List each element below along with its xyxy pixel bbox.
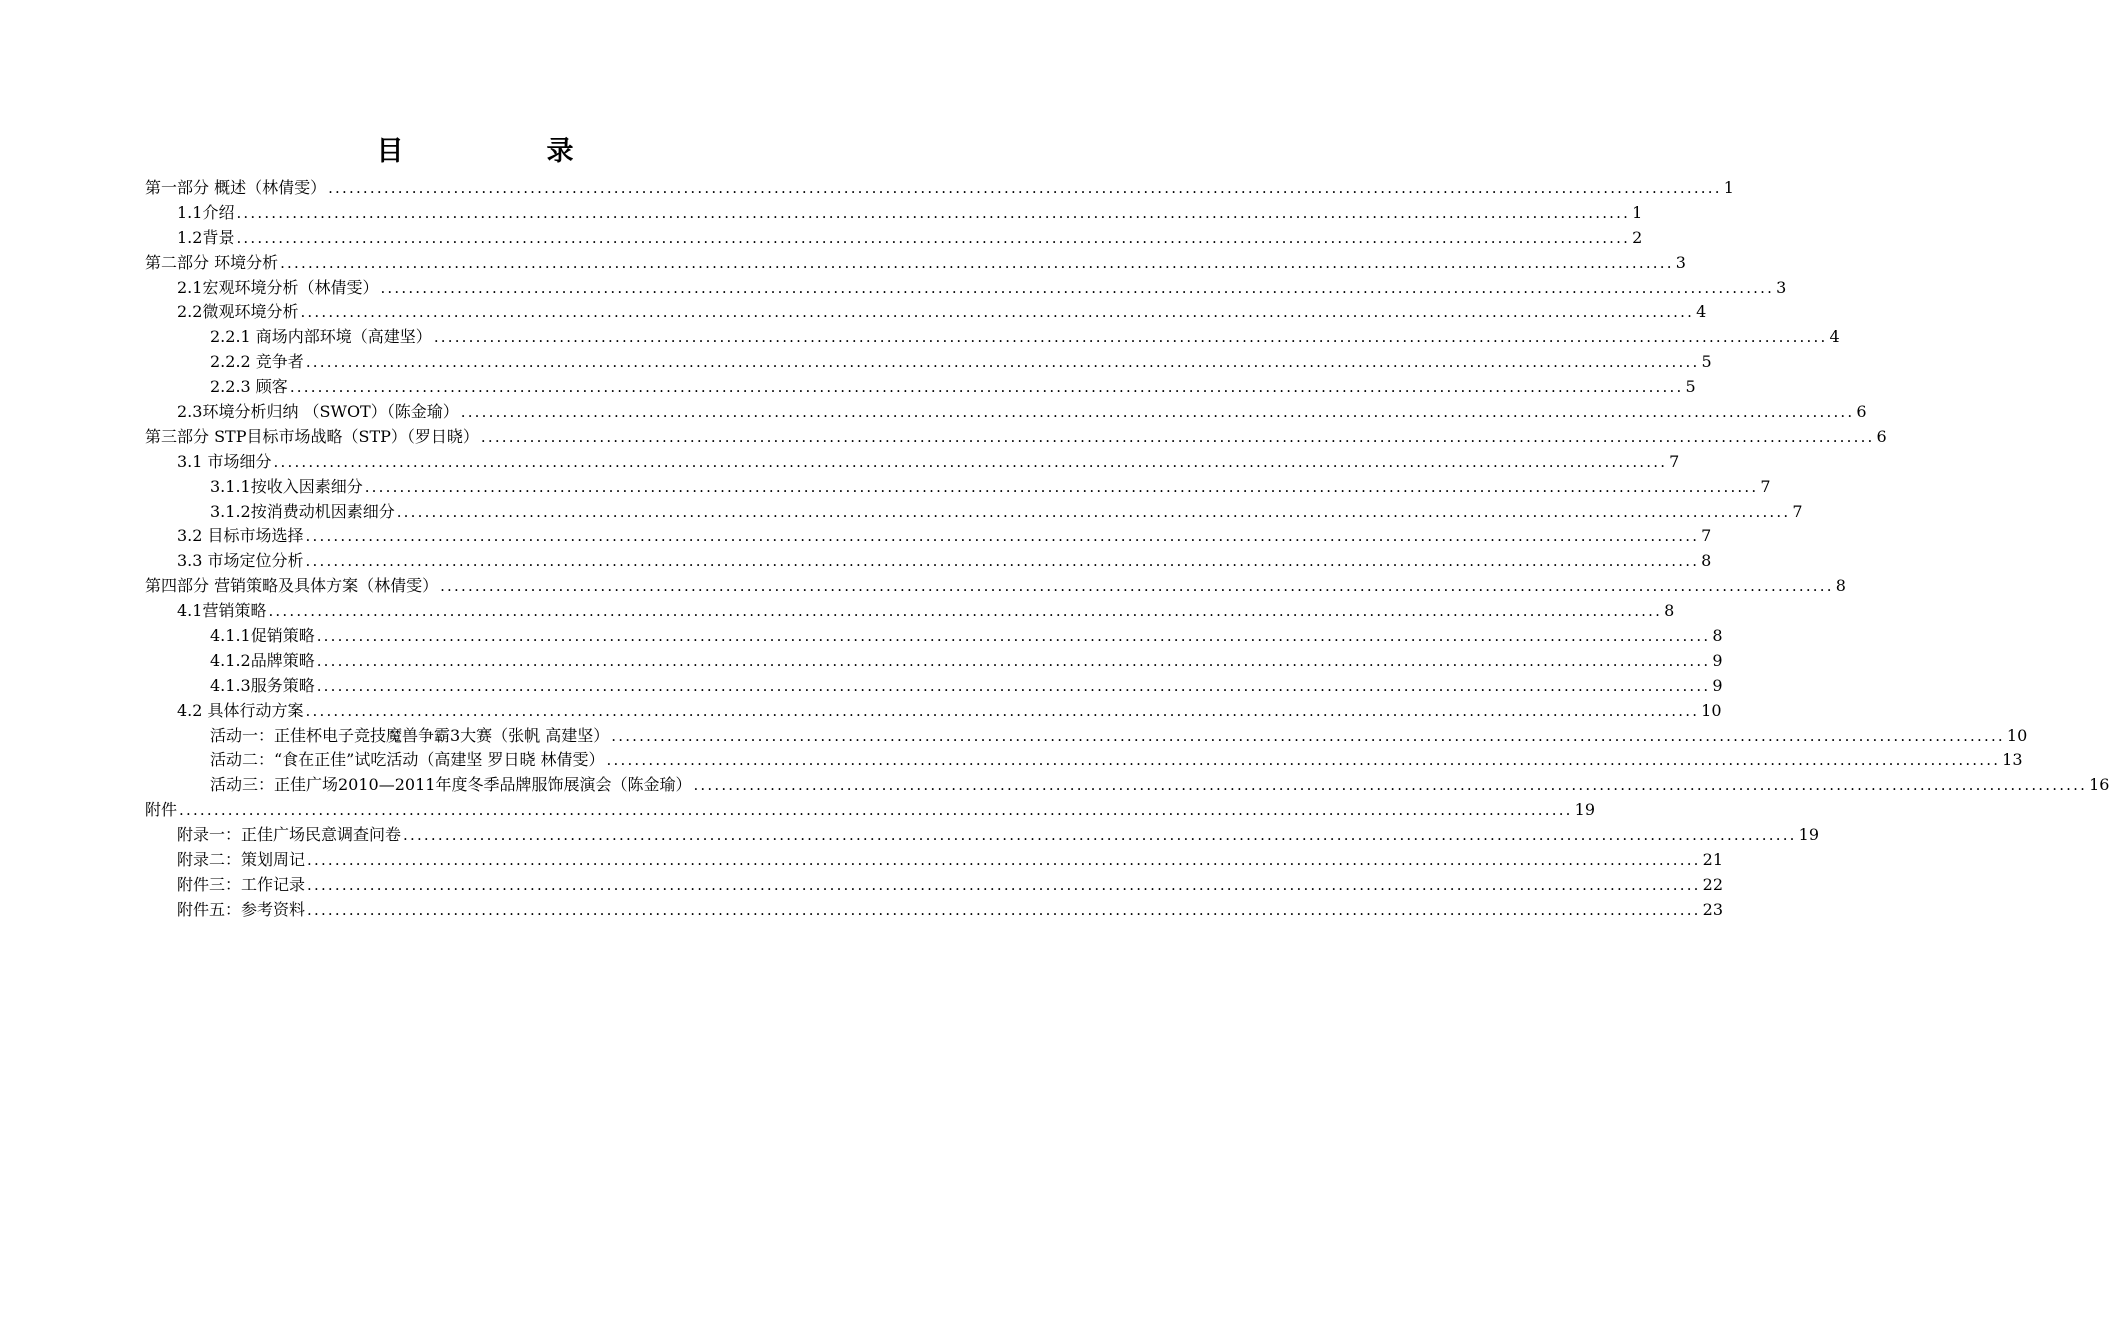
- toc-entry-page-number: 21: [1702, 850, 1723, 870]
- toc-entry-label: 附件三：工作记录: [177, 874, 306, 894]
- toc-entry-page-number: 4: [1696, 302, 1707, 322]
- toc-entry-label: 活动一：正佳杯电子竞技魔兽争霸3大赛（张帆 高建坚）: [210, 725, 610, 745]
- toc-entry[interactable]: [145, 574, 1846, 599]
- toc-leader-dots: ........................................................................................................................................................................................................: [316, 651, 1711, 670]
- toc-entry-page-number: 3: [1675, 252, 1686, 272]
- toc-leader-dots: ........................................................................................................................................................................................................: [307, 875, 1701, 894]
- toc-entry-label: 3.1.1按收入因素细分: [210, 476, 363, 496]
- toc-entry-page-number: 6: [1856, 402, 1867, 422]
- toc-leader-dots: ........................................................................................................................................................................................................: [179, 801, 1573, 820]
- toc-entry[interactable]: [145, 450, 1680, 475]
- toc-entry-page-number: 23: [1702, 899, 1723, 919]
- toc-entry-label: 2.3环境分析归纳 （SWOT）（陈金瑜）: [177, 402, 459, 422]
- toc-entry-page-number: 22: [1702, 874, 1723, 894]
- toc-entry[interactable]: [145, 325, 1840, 350]
- toc-entry-label: 4.1.1促销策略: [210, 626, 315, 646]
- toc-entry-page-number: 7: [1760, 476, 1771, 496]
- toc-entry[interactable]: [145, 375, 1696, 400]
- toc-leader-dots: ........................................................................................................................................................................................................: [305, 701, 1700, 720]
- toc-entry-page-number: 5: [1685, 377, 1696, 397]
- toc-entry[interactable]: [145, 748, 2023, 773]
- toc-entry-label: 第一部分 概述（林倩雯）: [145, 178, 327, 197]
- toc-leader-dots: ........................................................................................................................................................................................................: [236, 203, 1631, 222]
- toc-leader-dots: ........................................................................................................................................................................................................: [693, 776, 2088, 795]
- toc-leader-dots: ........................................................................................................................................................................................................: [305, 527, 1700, 546]
- toc-entry-page-number: 8: [1701, 551, 1712, 571]
- toc-leader-dots: ........................................................................................................................................................................................................: [307, 851, 1701, 870]
- toc-entry[interactable]: [145, 873, 1723, 898]
- toc-entry-label: 4.1.3服务策略: [210, 675, 315, 695]
- toc-entry[interactable]: [145, 898, 1723, 923]
- toc-leader-dots: ........................................................................................................................................................................................................: [316, 627, 1711, 646]
- toc-entry-page-number: 5: [1701, 352, 1712, 372]
- toc-leader-dots: ........................................................................................................................................................................................................: [280, 253, 1674, 272]
- toc-entry-page-number: 7: [1701, 526, 1712, 546]
- toc-leader-dots: ........................................................................................................................................................................................................: [364, 477, 1759, 496]
- toc-entry-label: 3.3 市场定位分析: [177, 551, 304, 571]
- toc-entry-page-number: 7: [1669, 451, 1680, 471]
- toc-entry-page-number: 13: [2002, 750, 2023, 770]
- toc-entry-page-number: 2: [1632, 227, 1643, 247]
- toc-entry-label: 2.2.2 竞争者: [210, 352, 304, 372]
- toc-entry-label: 3.1.2按消费动机因素细分: [210, 501, 395, 521]
- toc-entry-label: 附件五：参考资料: [177, 899, 306, 919]
- toc-entry-page-number: 8: [1835, 576, 1846, 596]
- toc-entry-label: 附录一：正佳广场民意调查问卷: [177, 825, 402, 845]
- toc-entry-label: 第四部分 营销策略及具体方案（林倩雯）: [145, 576, 439, 596]
- toc-leader-dots: ........................................................................................................................................................................................................: [268, 602, 1663, 621]
- toc-entry-label: 活动二：“食在正佳”试吃活动（高建坚 罗日晓 林倩雯）: [210, 750, 605, 770]
- toc-list: [145, 176, 2109, 923]
- toc-leader-dots: ........................................................................................................................................................................................................: [307, 900, 1701, 919]
- toc-entry-page-number: 7: [1792, 501, 1803, 521]
- toc-entry-label: 2.2.1 商场内部环境（高建坚）: [210, 327, 432, 347]
- toc-entry[interactable]: [145, 300, 1707, 325]
- toc-entry[interactable]: [145, 400, 1867, 425]
- toc-leader-dots: ........................................................................................................................................................................................................: [305, 353, 1700, 372]
- toc-entry[interactable]: [145, 624, 1723, 649]
- toc-entry[interactable]: [145, 226, 1643, 251]
- toc-entry-label: 3.1 市场细分: [177, 451, 272, 471]
- toc-entry-label: 附件: [145, 800, 178, 820]
- toc-entry-label: 活动三：正佳广场2010—2011年度冬季品牌服饰展演会（陈金瑜）: [210, 775, 692, 795]
- toc-entry[interactable]: [145, 276, 1787, 301]
- toc-entry-page-number: 1: [1723, 178, 1734, 197]
- toc-entry-page-number: 6: [1876, 426, 1887, 446]
- toc-leader-dots: ........................................................................................................................................................................................................: [236, 228, 1631, 247]
- toc-entry[interactable]: [145, 251, 1686, 276]
- toc-entry-label: 2.2.3 顾客: [210, 377, 288, 397]
- toc-entry-page-number: 10: [1701, 700, 1722, 720]
- toc-entry-page-number: 8: [1712, 626, 1723, 646]
- toc-leader-dots: ........................................................................................................................................................................................................: [305, 552, 1700, 571]
- toc-entry-label: 1.1介绍: [177, 202, 235, 222]
- toc-leader-dots: ........................................................................................................................................................................................................: [328, 179, 1722, 197]
- toc-leader-dots: ........................................................................................................................................................................................................: [460, 403, 1855, 422]
- toc-entry[interactable]: [145, 500, 1803, 525]
- toc-entry-label: 2.2微观环境分析: [177, 302, 299, 322]
- toc-entry[interactable]: [145, 425, 1887, 450]
- toc-leader-dots: ........................................................................................................................................................................................................: [611, 726, 2005, 745]
- toc-entry-label: 附录二：策划周记: [177, 850, 306, 870]
- toc-entry-label: 4.1.2品牌策略: [210, 650, 315, 670]
- toc-entry[interactable]: [145, 475, 1771, 500]
- toc-entry[interactable]: [145, 599, 1675, 624]
- toc-title: 目 录: [376, 136, 632, 167]
- toc-entry-page-number: 4: [1829, 327, 1840, 347]
- toc-entry[interactable]: [145, 524, 1712, 549]
- toc-leader-dots: ........................................................................................................................................................................................................: [606, 751, 2001, 770]
- toc-entry[interactable]: [145, 176, 1734, 201]
- toc-leader-dots: ........................................................................................................................................................................................................: [480, 427, 1875, 446]
- toc-leader-dots: ........................................................................................................................................................................................................: [273, 452, 1668, 471]
- toc-entry[interactable]: [145, 649, 1723, 674]
- toc-entry-page-number: 16: [2089, 775, 2109, 795]
- toc-leader-dots: ........................................................................................................................................................................................................: [403, 826, 1797, 845]
- toc-entry-page-number: 9: [1712, 675, 1723, 695]
- toc-entry-label: 2.1宏观环境分析（林倩雯）: [177, 277, 379, 297]
- toc-entry-label: 第三部分 STP目标市场战略（STP）（罗日晓）: [145, 426, 479, 446]
- toc-entry[interactable]: [145, 823, 1819, 848]
- toc-entry-label: 第二部分 环境分析: [145, 252, 279, 272]
- toc-leader-dots: ........................................................................................................................................................................................................: [316, 676, 1711, 695]
- toc-entry[interactable]: [145, 798, 1595, 823]
- toc-entry[interactable]: [145, 773, 2109, 798]
- toc-leader-dots: ........................................................................................................................................................................................................: [289, 378, 1684, 397]
- toc-entry-label: 4.2 具体行动方案: [177, 700, 304, 720]
- toc-entry-label: 3.2 目标市场选择: [177, 526, 304, 546]
- toc-entry-page-number: 8: [1664, 601, 1675, 621]
- toc-entry[interactable]: [145, 848, 1723, 873]
- toc-entry-page-number: 9: [1712, 650, 1723, 670]
- toc-leader-dots: ........................................................................................................................................................................................................: [300, 303, 1695, 322]
- toc-entry-page-number: 19: [1798, 825, 1819, 845]
- toc-entry[interactable]: [145, 699, 1722, 724]
- toc-leader-dots: ........................................................................................................................................................................................................: [440, 577, 1834, 596]
- toc-entry[interactable]: [145, 724, 2028, 749]
- toc-entry-page-number: 1: [1632, 202, 1643, 222]
- toc-entry-label: 1.2背景: [177, 227, 235, 247]
- toc-entry[interactable]: [145, 350, 1712, 375]
- toc-entry-label: 4.1营销策略: [177, 601, 267, 621]
- toc-entry-page-number: 19: [1574, 800, 1595, 820]
- toc-entry-page-number: 3: [1776, 277, 1787, 297]
- toc-entry[interactable]: [145, 549, 1712, 574]
- toc-leader-dots: ........................................................................................................................................................................................................: [433, 328, 1828, 347]
- toc-leader-dots: ........................................................................................................................................................................................................: [396, 502, 1791, 521]
- toc-entry-page-number: 10: [2006, 725, 2028, 745]
- toc-entry[interactable]: [145, 674, 1723, 699]
- toc-leader-dots: ........................................................................................................................................................................................................: [380, 278, 1775, 297]
- toc-entry[interactable]: [145, 201, 1643, 226]
